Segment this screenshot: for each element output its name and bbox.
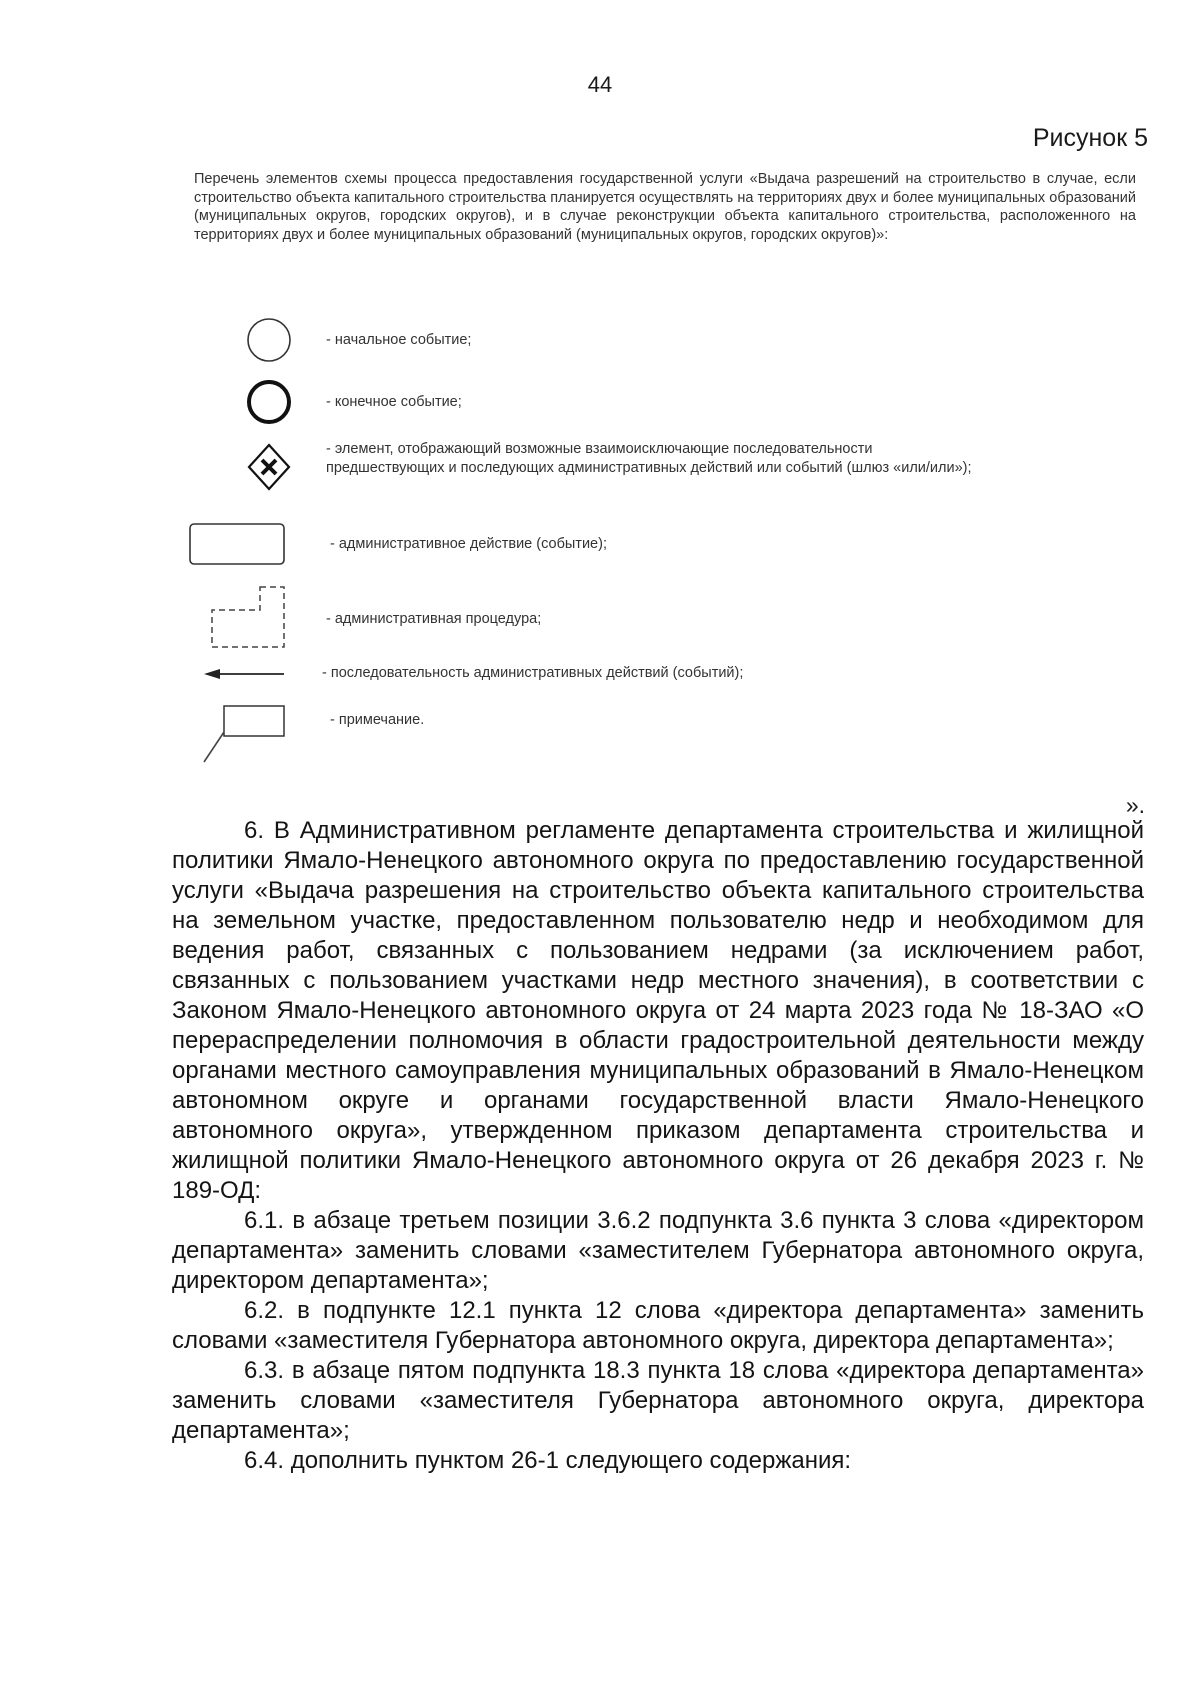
legend-item-start-event: [180, 318, 1140, 388]
legend-item-subprocess: [180, 582, 1140, 652]
closing-quote: ».: [1125, 792, 1145, 818]
annotation-icon: [180, 704, 290, 764]
legend-item-annotation: [180, 704, 1140, 774]
page-number: 44: [587, 72, 613, 97]
subprocess-icon: [180, 582, 290, 652]
body-text: [172, 816, 1144, 1476]
legend-text: - элемент, отображающий возможные взаимоисключающие последовательности предшествующих и последующих административных действий или событий (шлюз «или/или»);: [326, 441, 972, 476]
start-event-icon: [180, 318, 280, 368]
end-event-icon: [180, 380, 280, 430]
figure-caption: Перечень элементов схемы процесса предоставления государственной услуги «Выдача разрешений на строительство в случае, если строительство объекта капитального строительства планируется осуществлять на территориях двух и более муниципальных образований (муниципальных округов, городских округов), и в случае реконструкции объекта капитального строительства, расположенного на территориях двух и более муниципальных образований (муниципальных округов, городских округов)»:: [194, 171, 1136, 243]
figure-label: Рисунок 5: [1032, 124, 1148, 152]
task-icon: [180, 522, 290, 572]
paragraph-6-2: 6.2. в подпункте 12.1 пункта 12 слова «директора департамента» заменить словами «заместителя Губернатора автономного округа, директора департамента»;: [172, 1297, 1144, 1354]
legend-text: - административная процедура;: [326, 611, 542, 627]
paragraph-6-3: 6.3. в абзаце пятом подпункта 18.3 пункта 18 слова «директора департамента» заменить словами «заместителя Губернатора автономного округа, директора департамента»;: [172, 1357, 1144, 1444]
legend-text: - административное действие (событие);: [330, 536, 607, 552]
paragraph-6-1: 6.1. в абзаце третьем позиции 3.6.2 подпункта 3.6 пункта 3 слова «директором департамента» заменить словами «заместителем Губернатора автономного округа, директором департамента»;: [172, 1207, 1144, 1294]
legend-text: - примечание.: [330, 712, 425, 728]
legend-text: - начальное событие;: [326, 332, 472, 348]
exclusive-gateway-icon: [180, 440, 290, 500]
legend-text: - конечное событие;: [326, 394, 462, 410]
paragraph-6-4: 6.4. дополнить пунктом 26-1 следующего содержания:: [244, 1447, 852, 1474]
sequence-flow-arrow-icon: [180, 660, 290, 690]
legend-text: - последовательность административных действий (событий);: [322, 665, 744, 681]
paragraph-6: 6. В Административном регламенте департамента строительства и жилищной политики Ямало-Ненецкого автономного округа по предоставлению государственной услуги «Выдача разрешения на строительство объекта капитального строительства на земельном участке, предоставленном пользователю недр и необходимом для ведения работ, связанных с пользованием недрами (за исключением работ, связанных с пользованием участками недр местного значения), в соответствии с Законом Ямало-Ненецкого автономного округа от 24 марта 2023 года № 18-ЗАО «О перераспределении полномочия в области градостроительной деятельности между органами местного самоуправления муниципальных образований в Ямало-Ненецком автономном округе и органами государственной власти Ямало-Ненецкого автономного округа», утвержденном приказом департамента строительства и жилищной политики Ямало-Ненецкого автономного округа от 26 декабря 2023 г. № 189-ОД:: [172, 817, 1144, 1204]
legend-item-gateway: [180, 440, 1140, 510]
